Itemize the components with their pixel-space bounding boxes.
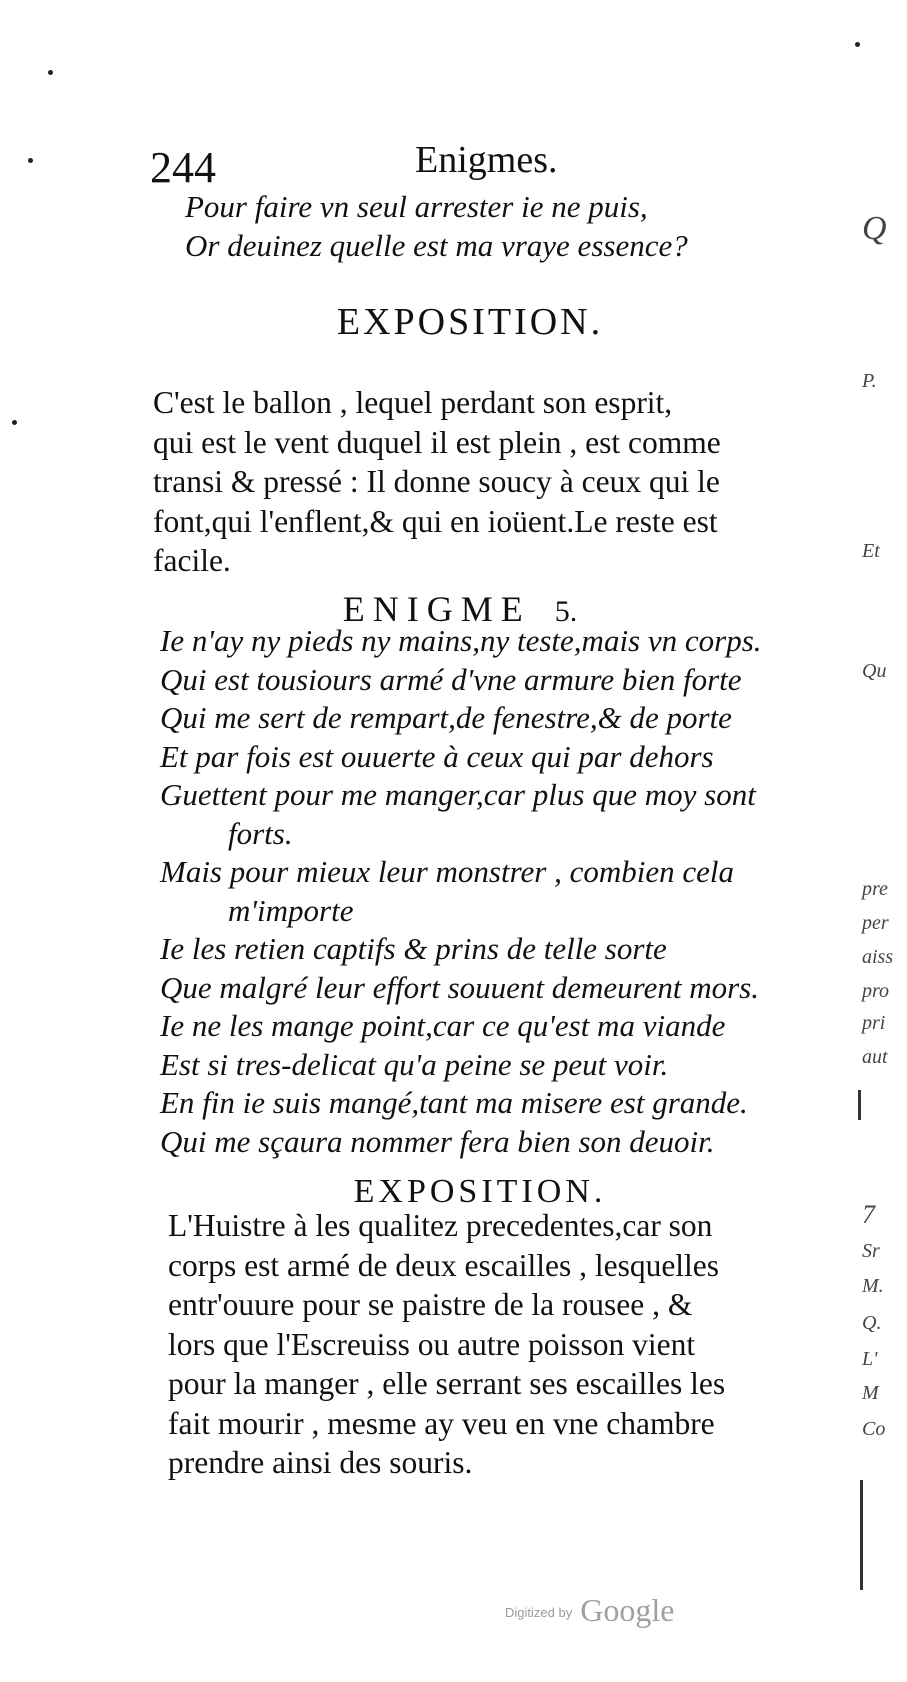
verse-line: Ie n'ay ny pieds ny mains,ny teste,mais vn corps. [160, 623, 762, 658]
verse-line: Ie les retien captifs & prins de telle sorte [160, 931, 667, 966]
margin-fragment: 7 [862, 1200, 875, 1229]
prose-line: fait mourir , mesme ay veu en vne chambre [168, 1405, 715, 1441]
exposition-heading: EXPOSITION. [353, 1173, 607, 1210]
margin-fragment: Q [862, 210, 887, 247]
enigme-number: 5. [554, 595, 578, 628]
prose-line: font,qui l'enflent,& qui en ioüent.Le reste est [153, 503, 718, 539]
prose-line: C'est le ballon , lequel perdant son esprit, [153, 385, 673, 420]
enigme-title: ENIGME [342, 589, 531, 629]
google-logo: Google [580, 1592, 675, 1628]
verse-line: Pour faire vn seul arrester ie ne puis, [185, 189, 648, 224]
prose-line: prendre ainsi des souris. [168, 1445, 473, 1480]
running-title: Enigmes. [415, 139, 558, 181]
prose-line: transi & pressé : Il donne soucy à ceux qui le [153, 464, 720, 499]
verse-line: Est si tres-delicat qu'a peine se peut voir. [160, 1046, 669, 1082]
margin-fragment: pri [862, 1012, 886, 1034]
margin-fragment: pro [862, 980, 890, 1002]
prose-line: lors que l'Escreuiss ou autre poisson vient [168, 1326, 696, 1362]
prose-line: facile. [153, 543, 231, 578]
opening-verse [185, 188, 688, 265]
digitization-credit [505, 1592, 674, 1629]
verse-continuation: m'importe [228, 892, 354, 928]
credit-prefix: Digitized by [505, 1605, 573, 1620]
verse-line: Ie ne les mange point,car ce qu'est ma viande [160, 1008, 726, 1043]
verse-line: Que malgré leur effort souuent demeurent mors. [160, 969, 759, 1005]
gutter-mark [860, 1480, 863, 1590]
scan-speck [12, 420, 17, 425]
gutter-mark [858, 1090, 861, 1120]
margin-fragment: aiss [862, 946, 894, 968]
margin-fragment: Qu [862, 660, 887, 682]
exposition-text [168, 1206, 808, 1483]
verse-line: Qui me sert de rempart,de fenestre,& de porte [160, 700, 732, 735]
page-number: 244 [150, 143, 216, 192]
verse-line: Qui est tousiours armé d'vne armure bien forte [160, 661, 742, 697]
enigme-verse [160, 622, 762, 1161]
scan-speck [48, 70, 53, 75]
verse-line: Guettent pour me manger,car plus que moy sont [160, 777, 756, 812]
scan-speck [28, 158, 33, 163]
prose-line: corps est armé de deux escailles , lesquelles [168, 1247, 720, 1283]
verse-line: Qui me sçaura nommer fera bien son deuoir. [160, 1123, 715, 1159]
margin-fragment: L' [862, 1348, 878, 1370]
verse-line: Or deuinez quelle est ma vraye essence? [185, 227, 688, 263]
margin-fragment: Q. [862, 1312, 882, 1334]
margin-fragment: aut [862, 1046, 888, 1068]
margin-fragment: M [862, 1382, 879, 1404]
scan-speck [855, 42, 860, 47]
margin-fragment: M. [862, 1275, 884, 1297]
margin-fragment: Sr [862, 1240, 880, 1262]
exposition-heading: EXPOSITION. [336, 301, 604, 343]
margin-fragment: Et [862, 540, 880, 562]
verse-line: Et par fois est ouuerte à ceux qui par dehors [160, 738, 714, 774]
verse-line: En fin ie suis mangé,tant ma misere est grande. [160, 1085, 748, 1120]
margin-fragment: Co [862, 1418, 886, 1440]
adjacent-page-margin [862, 200, 902, 1680]
margin-fragment: pre [862, 878, 888, 900]
margin-fragment: per [862, 912, 889, 934]
prose-line: L'Huistre à les qualitez precedentes,car son [168, 1208, 713, 1243]
page-header [150, 130, 790, 190]
prose-line: qui est le vent duquel il est plein , est comme [153, 424, 721, 460]
prose-line: entr'ouure pour se paistre de la rousee , & [168, 1287, 693, 1322]
verse-line: Mais pour mieux leur monstrer , combien cela [160, 854, 734, 889]
exposition-text [153, 383, 808, 581]
margin-fragment: P. [862, 370, 877, 392]
prose-line: pour la manger , elle serrant ses escailles les [168, 1366, 726, 1401]
verse-continuation: forts. [228, 815, 293, 851]
